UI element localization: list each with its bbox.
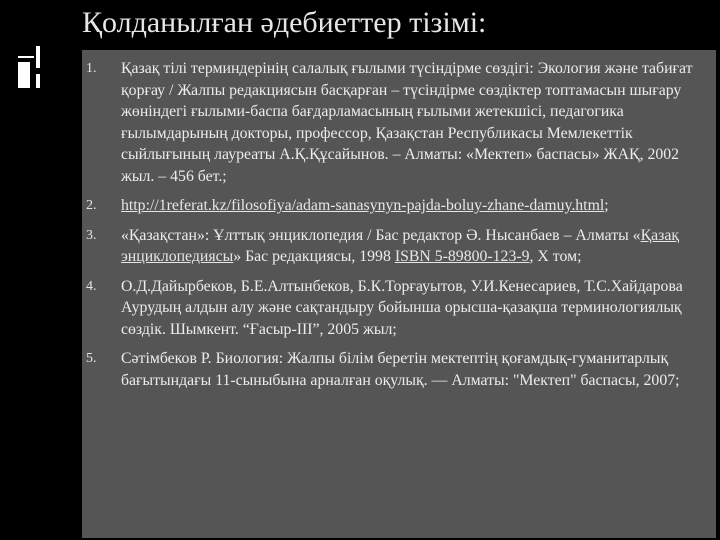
list-item <box>82 348 716 391</box>
decorative-bar-3 <box>18 62 30 88</box>
reference-list <box>82 50 716 391</box>
list-item <box>82 225 716 268</box>
list-number: 4. <box>86 278 97 294</box>
list-number: 1. <box>86 61 97 76</box>
reference-text: Сәтімбеков Р. Биология: Жалпы білім беретін мектептің қоғамдық-гуманитарлық бағытындағы 11-сыныбына арналған оқулық. — Алматы: "Мектеп" баспасы, 2007; <box>121 350 680 389</box>
reference-text-suffix: ; <box>604 197 609 214</box>
reference-link[interactable]: http://1referat.kz/filosofiya/adam-sanasynyn-pajda-boluy-zhane-damuy.html <box>121 197 605 214</box>
list-number: 3. <box>86 227 97 243</box>
decorative-bar-1 <box>36 46 40 68</box>
reference-text: » Бас редакциясы, 1998 <box>233 248 395 265</box>
decorative-bar-2 <box>18 56 34 58</box>
list-number: 5. <box>86 351 97 366</box>
list-item <box>82 276 716 341</box>
decorative-bar-4 <box>36 74 40 88</box>
references-panel <box>82 50 716 538</box>
list-item <box>82 195 716 217</box>
encyclopedia-link[interactable]: Қазақ энциклопедиясы <box>121 226 680 265</box>
reference-text: О.Д.Дайырбеков, Б.Е.Алтынбеков, Б.К.Торғауытов, У.И.Кенесариев, Т.С.Хайдарова Аурудың алдын алу және сақтандыру бойынша орысша-қазақша терминологиялық сөздік. Шымкент. “Ғасыр-ІІІ”, 2005 жыл; <box>121 277 683 338</box>
reference-text: «Қазақстан»: Ұлттық энциклопедия / Бас редактор Ә. Нысанбаев – Алматы « <box>121 226 641 244</box>
slide-title: Қолданылған әдебиеттер тізімі: <box>82 6 487 39</box>
list-number: 2. <box>86 198 97 213</box>
reference-text: Қазақ тілі терминдерінің салалық ғылыми түсіндірме сөздігі: Экология және табиғат қорғау / Жалпы редакциясын басқарған – түсіндірме сөздіктер топтамасын шығару жөніндегі ғылыми-баспа бағдарламасының ғылыми жетекшісі, педагогика ғылымдарының докторы, профессор, Қазақстан Республикасы Мемлекеттік сыйлығының лауреаты А.Қ.Құсайынов. – Алматы: «Мектеп» баспасы» ЖАҚ, 2002 жыл. – 456 бет.; <box>121 60 693 185</box>
reference-text: , X том; <box>529 248 582 265</box>
list-item <box>82 58 716 187</box>
isbn-link[interactable]: ISBN 5-89800-123-9 <box>394 248 530 265</box>
